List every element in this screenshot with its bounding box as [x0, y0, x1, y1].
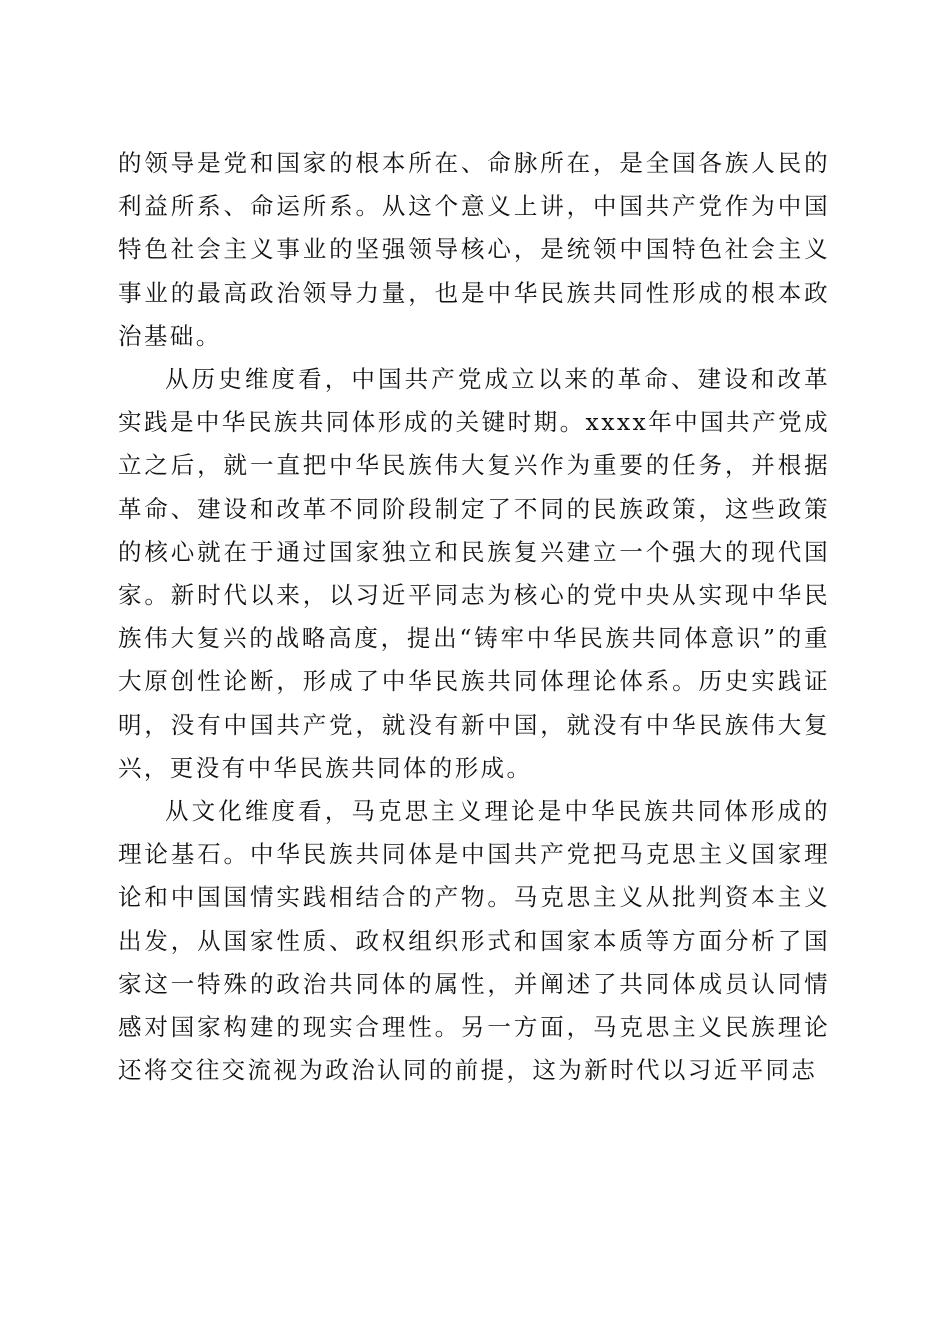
document-body — [118, 142, 830, 1092]
paragraph-cultural-dimension: 从文化维度看，马克思主义理论是中华民族共同体形成的理论基石。中华民族共同体是中国共产党把马克思主义国家理论和中国国情实践相结合的产物。马克思主义从批判资本主义出发，从国家性质、政权组织形式和国家本质等方面分析了国家这一特殊的政治共同体的属性，并阐述了共同体成员认同情感对国家构建的现实合理性。另一方面，马克思主义民族理论还将交往交流视为政治认同的前提，这为新时代以习近平同志 — [118, 797, 830, 1085]
paragraph-continuation: 的领导是党和国家的根本所在、命脉所在，是全国各族人民的利益所系、命运所系。从这个意义上讲，中国共产党作为中国特色社会主义事业的坚强领导核心，是统领中国特色社会主义事业的最高政治领导力量，也是中华民族共同性形成的根本政治基础。 — [118, 149, 830, 350]
paragraph-historical-dimension: 从历史维度看，中国共产党成立以来的革命、建设和改革实践是中华民族共同体形成的关键时期。xxxx年中国共产党成立之后，就一直把中华民族伟大复兴作为重要的任务，并根据革命、建设和改革不同阶段制定了不同的民族政策，这些政策的核心就在于通过国家独立和民族复兴建立一个强大的现代国家。新时代以来，以习近平同志为核心的党中央从实现中华民族伟大复兴的战略高度，提出“铸牢中华民族共同体意识”的重大原创性论断，形成了中华民族共同体理论体系。历史实践证明，没有中国共产党，就没有新中国，就没有中华民族伟大复兴，更没有中华民族共同体的形成。 — [118, 365, 830, 782]
